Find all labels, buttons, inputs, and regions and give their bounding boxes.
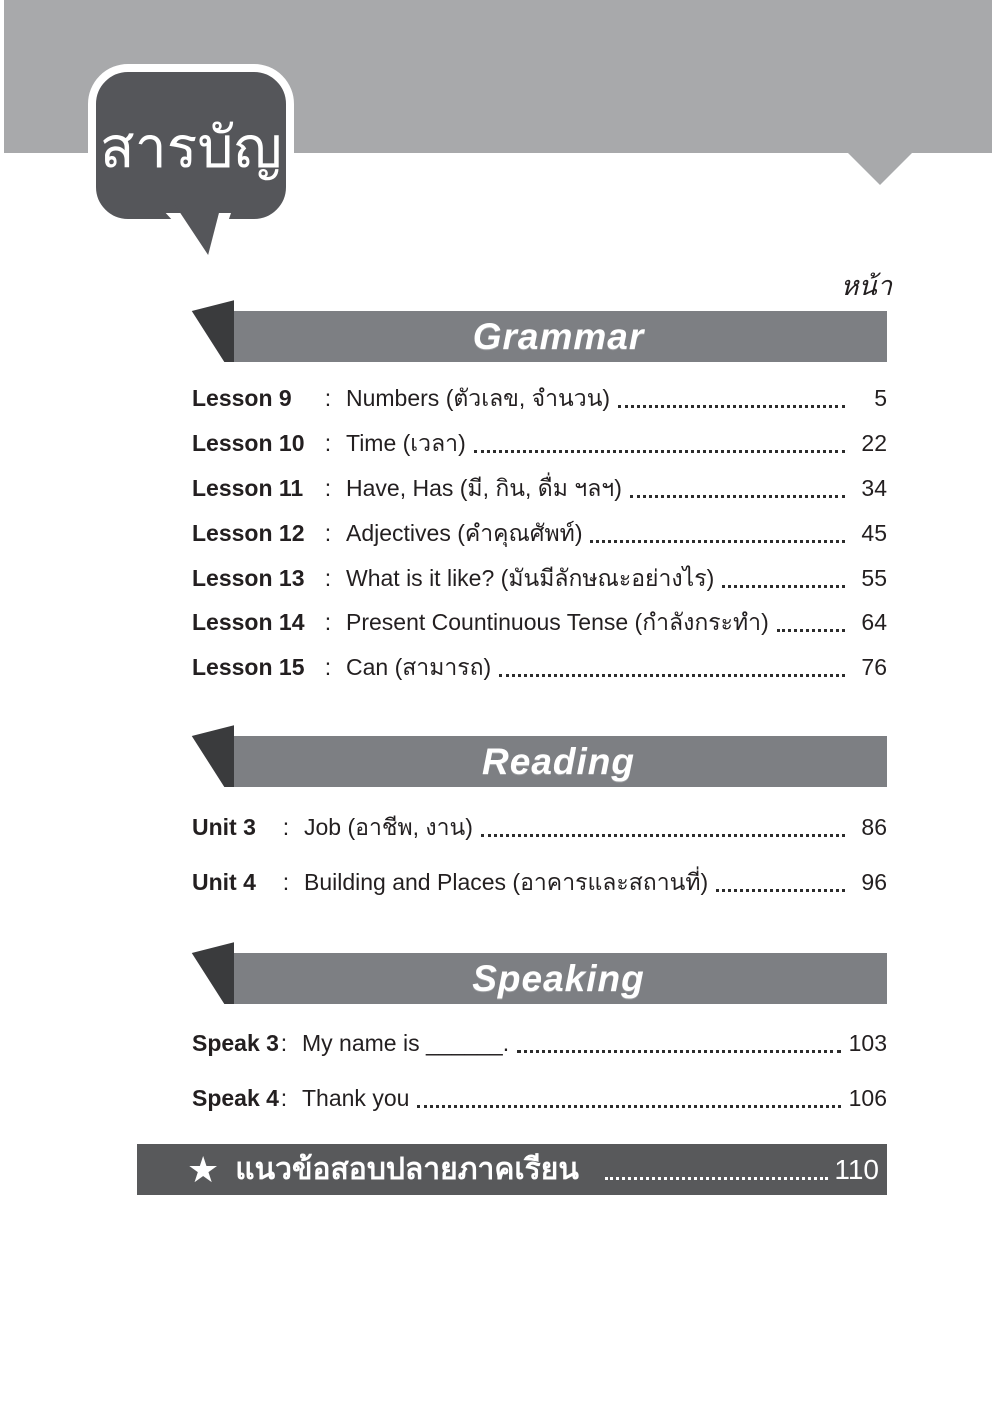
entry-label: Lesson 11 — [192, 475, 304, 501]
title-speech-bubble — [88, 64, 294, 227]
toc-entry — [192, 421, 887, 466]
entry-title: Present Countinuous Tense (กำลังกระทำ) — [346, 609, 769, 635]
toc-entry — [192, 1076, 887, 1121]
entry-separator: : — [324, 520, 332, 546]
section-title: Speaking — [472, 957, 645, 999]
entry-separator: : — [324, 430, 332, 456]
toc-entry — [192, 645, 887, 690]
entry-label: Lesson 15 — [192, 654, 305, 680]
entry-separator: : — [324, 385, 332, 411]
entry-page-number: 55 — [861, 565, 887, 591]
section-title: Grammar — [472, 315, 645, 357]
page-column-label: หน้า — [840, 271, 892, 301]
toc-entry — [192, 805, 887, 850]
entry-separator: : — [324, 654, 332, 680]
dot-leader — [517, 1050, 841, 1053]
band-notch-triangle — [847, 152, 913, 185]
section-title: Reading — [482, 740, 635, 782]
entry-label: Unit 4 — [192, 869, 256, 895]
entry-label: Lesson 13 — [192, 565, 305, 591]
section-header-speaking — [230, 953, 887, 1004]
ribbon-arrow-icon — [190, 299, 234, 362]
dot-leader — [481, 834, 845, 837]
toc-entry — [192, 466, 887, 511]
ribbon-arrow-icon — [190, 941, 234, 1004]
entry-title: Numbers (ตัวเลข, จำนวน) — [346, 385, 611, 411]
section-header-grammar — [230, 311, 887, 362]
entry-label: Lesson 10 — [192, 430, 305, 456]
entry-page-number: 64 — [861, 609, 887, 635]
entry-label: Lesson 12 — [192, 520, 305, 546]
entry-page-number: 22 — [861, 430, 887, 456]
toc-entry — [192, 556, 887, 601]
entry-separator: : — [280, 1030, 288, 1056]
entry-label: Speak 4 — [192, 1085, 279, 1111]
entry-title: Job (อาชีพ, งาน) — [304, 814, 473, 840]
dot-leader — [722, 585, 845, 588]
dot-leader — [474, 450, 845, 453]
dot-leader — [499, 674, 845, 677]
entry-label: Speak 3 — [192, 1030, 279, 1056]
toc-entry — [192, 511, 887, 556]
entry-title: Building and Places (อาคารและสถานที่) — [304, 869, 709, 895]
entry-title: Thank you — [302, 1085, 410, 1111]
entry-title: My name is ______. — [302, 1030, 510, 1056]
footer-exam-bar — [137, 1144, 887, 1195]
entry-title: Time (เวลา) — [346, 430, 466, 456]
toc-entry — [192, 1021, 887, 1066]
entry-title: Can (สามารถ) — [346, 654, 492, 680]
entry-label: Unit 3 — [192, 814, 256, 840]
entry-separator: : — [280, 1085, 288, 1111]
entry-page-number: 96 — [861, 869, 887, 895]
entry-separator: : — [324, 475, 332, 501]
entry-page-number: 103 — [848, 1030, 887, 1056]
star-icon: ★ — [187, 1149, 220, 1190]
entry-title: Have, Has (มี, กิน, ดื่ม ฯลฯ) — [346, 475, 622, 501]
entry-page-number: 5 — [874, 385, 887, 411]
entry-separator: : — [324, 609, 332, 635]
ribbon-arrow-icon — [190, 724, 234, 787]
dot-leader — [630, 495, 845, 498]
entry-separator: : — [282, 869, 290, 895]
toc-entry — [192, 600, 887, 645]
footer-page-number: 110 — [834, 1154, 879, 1185]
dot-leader — [605, 1177, 828, 1180]
entry-label: Lesson 14 — [192, 609, 305, 635]
entry-separator: : — [324, 565, 332, 591]
page-title: สารบัญ — [99, 116, 283, 180]
dot-leader — [716, 889, 845, 892]
entry-page-number: 86 — [861, 814, 887, 840]
entry-title: Adjectives (คำคุณศัพท์) — [346, 520, 583, 546]
entry-title: What is it like? (มันมีลักษณะอย่างไร) — [346, 565, 715, 591]
entry-separator: : — [282, 814, 290, 840]
footer-label: แนวข้อสอบปลายภาคเรียน — [235, 1153, 579, 1186]
entry-page-number: 76 — [861, 654, 887, 680]
dot-leader — [777, 629, 845, 632]
dot-leader — [590, 540, 845, 543]
section-header-reading — [230, 736, 887, 787]
toc-entry — [192, 376, 887, 421]
toc-entry — [192, 860, 887, 905]
entry-page-number: 106 — [848, 1085, 887, 1111]
entry-page-number: 45 — [861, 520, 887, 546]
entry-label: Lesson 9 — [192, 385, 292, 411]
dot-leader — [618, 405, 845, 408]
dot-leader — [417, 1105, 840, 1108]
entry-page-number: 34 — [861, 475, 887, 501]
